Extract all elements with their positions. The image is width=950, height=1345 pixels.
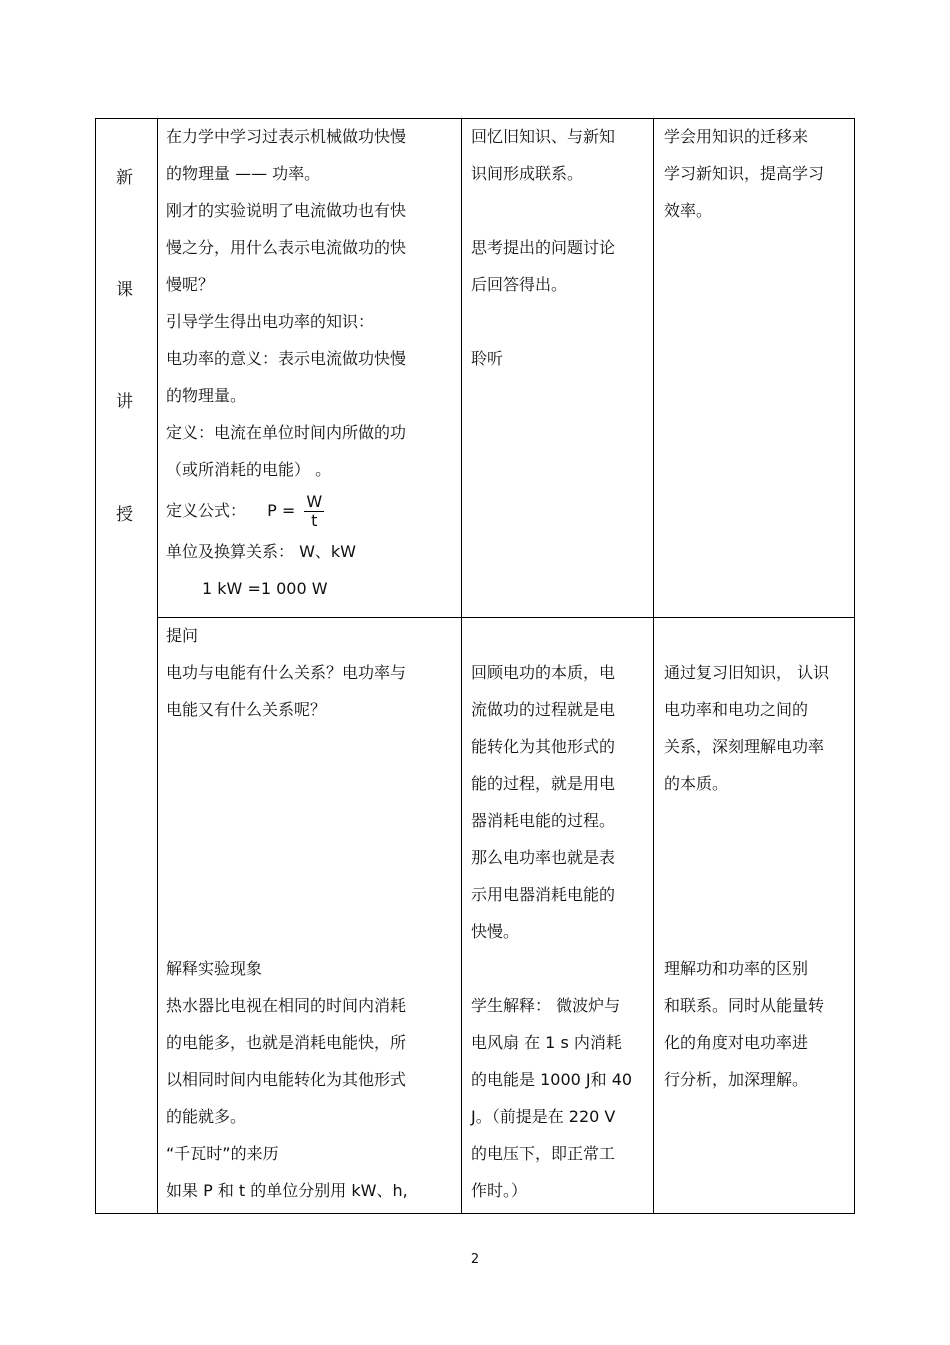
text-line: 能转化为其他形式的 — [471, 737, 616, 756]
conversion-line: 1 kW =1 000 W — [202, 579, 328, 598]
column-divider — [653, 118, 654, 1214]
units-line: 单位及换算关系： W、kW — [166, 542, 356, 561]
page-number: 2 — [470, 1252, 480, 1267]
text-line: 回忆旧知识、与新知 — [471, 127, 616, 146]
text-line: 慢之分，用什么表示电流做功的快 — [166, 238, 407, 257]
text-line — [471, 617, 632, 654]
formula-label: 定义公式： — [166, 501, 247, 520]
text-line — [166, 839, 408, 876]
text-line: 关系，深刻理解电功率 — [664, 737, 825, 756]
text-line: 在力学中学习过表示机械做功快慢 — [166, 127, 407, 146]
formula-denominator: t — [311, 511, 318, 530]
column-divider — [461, 118, 462, 1214]
text-line: （或所消耗的电能） 。 — [166, 460, 332, 479]
text-line: 化的角度对电功率进 — [664, 1033, 809, 1052]
text-line: 定义：电流在单位时间内所做的功 — [166, 423, 407, 442]
text-line — [471, 192, 615, 229]
side-label-char: 授 — [116, 505, 133, 525]
text-line: 学生解释： 微波炉与 — [471, 996, 621, 1015]
design-intent-cell — [664, 617, 829, 1098]
text-line — [166, 913, 408, 950]
side-label-char: 课 — [116, 280, 133, 300]
text-line: 思考提出的问题讨论 — [471, 238, 616, 257]
text-line: 刚才的实验说明了电流做功也有快 — [166, 201, 407, 220]
text-line: 理解功和功率的区别 — [664, 959, 809, 978]
text-line — [166, 802, 408, 839]
text-line: 的物理量 —— 功率。 — [166, 164, 321, 183]
text-line: 的物理量。 — [166, 386, 247, 405]
formula-line — [166, 488, 406, 533]
text-line: J。（前提是在 220 V — [471, 1107, 616, 1126]
text-line: 热水器比电视在相同的时间内消耗 — [166, 996, 407, 1015]
side-label-char: 讲 — [116, 392, 133, 412]
text-line: 电能又有什么关系呢？ — [166, 700, 327, 719]
side-label-char: 新 — [116, 168, 133, 188]
text-line: 聆听 — [471, 349, 504, 368]
formula-lhs: P = — [267, 501, 296, 520]
student-activity-cell — [471, 617, 632, 1209]
text-line — [166, 728, 408, 765]
text-line — [664, 839, 829, 876]
teacher-activity-cell — [166, 118, 406, 607]
text-line: 电功率的意义：表示电流做功快慢 — [166, 349, 407, 368]
text-line: 快慢。 — [471, 922, 520, 941]
text-line — [664, 913, 829, 950]
text-line: 解释实验现象 — [166, 959, 263, 978]
text-line: 以相同时间内电能转化为其他形式 — [166, 1070, 407, 1089]
text-line — [471, 303, 615, 340]
text-line: 电功率和电功之间的 — [664, 700, 809, 719]
text-line: 慢呢？ — [166, 275, 215, 294]
column-divider — [157, 118, 158, 1214]
text-line: 效率。 — [664, 201, 713, 220]
text-line: 的电压下，即正常工 — [471, 1144, 616, 1163]
text-line: 回顾电功的本质，电 — [471, 663, 616, 682]
student-activity-cell — [471, 118, 615, 377]
formula-fraction — [304, 493, 324, 530]
text-line: 学会用知识的迁移来 — [664, 127, 809, 146]
text-line — [664, 802, 829, 839]
text-line — [166, 765, 408, 802]
text-line: 通过复习旧知识， 认识 — [664, 663, 830, 682]
text-line — [166, 876, 408, 913]
text-line: 器消耗电能的过程。 — [471, 811, 616, 830]
text-line — [664, 876, 829, 913]
text-line: 电功与电能有什么关系？电功率与 — [166, 663, 407, 682]
design-intent-cell — [664, 118, 824, 229]
text-line: 后回答得出。 — [471, 275, 568, 294]
text-line: 的电能是 1000 J和 40 — [471, 1070, 633, 1089]
text-line: 电风扇 在 1 s 内消耗 — [471, 1033, 622, 1052]
text-line: 如果 P 和 t 的单位分别用 kW、h, — [166, 1181, 408, 1200]
text-line: 的能就多。 — [166, 1107, 247, 1126]
text-line: 能的过程，就是用电 — [471, 774, 616, 793]
text-line: 学习新知识，提高学习 — [664, 164, 825, 183]
text-line: 行分析，加深理解。 — [664, 1070, 809, 1089]
teacher-activity-cell — [166, 617, 408, 1209]
text-line — [664, 617, 829, 654]
text-line: 那么电功率也就是表 — [471, 848, 616, 867]
text-line: “千瓦时”的来历 — [166, 1144, 279, 1163]
text-line: 流做功的过程就是电 — [471, 700, 616, 719]
formula-numerator: W — [306, 492, 323, 511]
text-line: 引导学生得出电功率的知识： — [166, 312, 375, 331]
text-line: 作时。） — [471, 1181, 528, 1200]
text-line: 的本质。 — [664, 774, 729, 793]
text-line: 和联系。同时从能量转 — [664, 996, 825, 1015]
text-line: 提问 — [166, 626, 199, 645]
text-line: 识间形成联系。 — [471, 164, 584, 183]
text-line: 的电能多，也就是消耗电能快，所 — [166, 1033, 407, 1052]
text-line: 示用电器消耗电能的 — [471, 885, 616, 904]
text-line — [471, 950, 632, 987]
